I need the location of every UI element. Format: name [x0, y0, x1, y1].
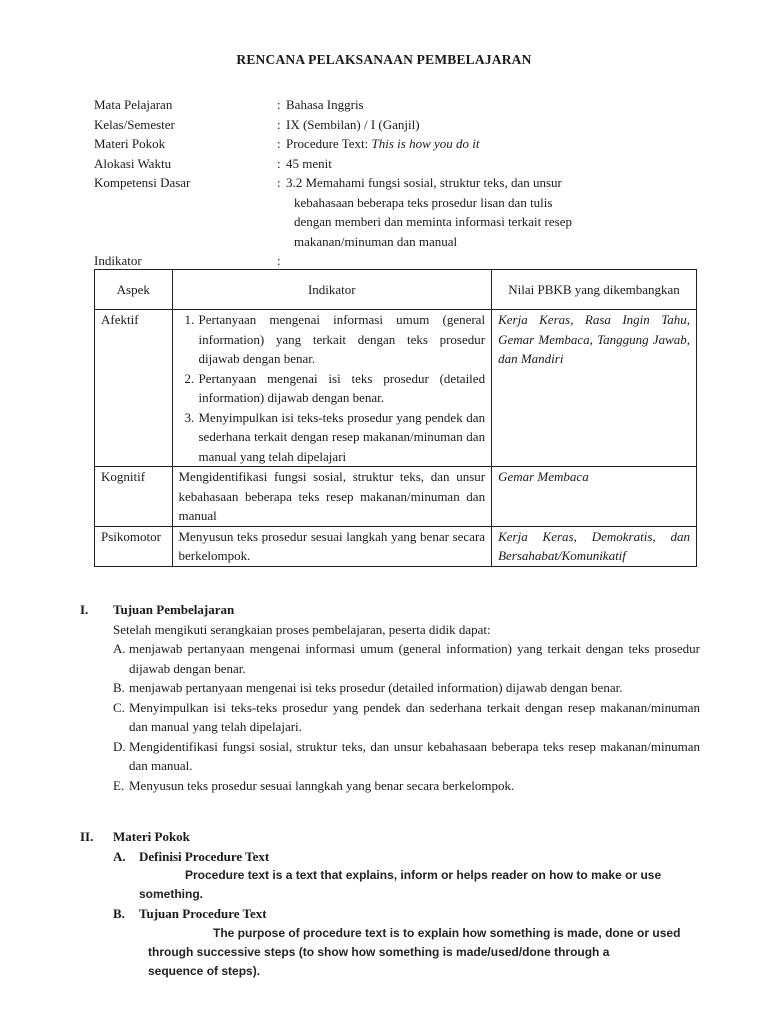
table-row — [95, 310, 697, 467]
meta-value: Bahasa Inggris — [286, 97, 364, 112]
table-row — [95, 526, 697, 566]
meta-label: Mata Pelajaran — [94, 97, 173, 112]
competency-line: 3.2 Memahami fungsi sosial, struktur teks, dan unsur — [286, 175, 562, 190]
meta-row-competency — [94, 173, 634, 251]
meta-label: Indikator — [94, 253, 142, 268]
list-letter: C. — [113, 699, 125, 715]
meta-row-subject — [94, 95, 634, 115]
subsection-letter: A. — [113, 848, 126, 864]
section-heading — [80, 827, 700, 847]
meta-row-indicator — [94, 251, 634, 271]
purpose-line: through successive steps (to show how something is made/used/done through a — [148, 944, 610, 959]
definition-line: something. — [139, 887, 204, 901]
meta-colon: : — [277, 136, 281, 151]
meta-value: 45 menit — [286, 155, 332, 171]
section-title: Materi Pokok — [113, 829, 190, 844]
aspect-cell: Afektif — [95, 310, 173, 467]
table-header-indicator: Indikator — [172, 270, 492, 310]
section-number: I. — [80, 602, 89, 617]
subsection-heading — [80, 847, 700, 867]
list-text: Menyimpulkan isi teks-teks prosedur yang pendek dan sederhana terkait dengan resep makanan/minuman dan manual yang telah dipelajari. — [129, 699, 700, 734]
meta-value — [286, 251, 634, 271]
meta-value — [286, 134, 634, 154]
meta-label: Kompetensi Dasar — [94, 175, 191, 190]
competency-line: dengan memberi dan meminta informasi terkait resep — [294, 214, 572, 229]
table-header-row — [95, 270, 697, 310]
subsection-heading — [80, 904, 700, 924]
definition-line: Procedure text is a text that explains, inform or helps reader on how to make or use — [185, 868, 662, 882]
list-item — [113, 698, 700, 737]
list-item: 2. Pertanyaan mengenai isi teks prosedur (detailed information) dijawab dengan benar. — [198, 369, 486, 408]
aspect-cell: Kognitif — [95, 467, 173, 527]
list-letter: E. — [113, 777, 125, 793]
section-learning-objectives — [80, 600, 700, 795]
subsection-title: Definisi Procedure Text — [139, 848, 270, 864]
table-header-values: Nilai PBKB yang dikembangkan — [492, 270, 697, 310]
document-title: RENCANA PELAKSANAAN PEMBELAJARAN — [236, 52, 532, 67]
list-text: menjawab pertanyaan mengenai informasi umum (general information) yang terkait dengan teks prosedur dijawab dengan benar. — [129, 641, 700, 676]
section-main-material — [80, 827, 700, 981]
list-letter: D. — [113, 738, 126, 754]
subsection-title: Tujuan Procedure Text — [139, 906, 267, 921]
indicator-cell: Menyusun teks prosedur sesuai langkah yang benar secara berkelompok. — [172, 526, 492, 566]
section-intro: Setelah mengikuti serangkaian proses pembelajaran, peserta didik dapat: — [113, 621, 491, 637]
values-cell: Kerja Keras, Demokratis, dan Bersahabat/Komunikatif — [492, 526, 697, 566]
section-title: Tujuan Pembelajaran — [113, 602, 235, 617]
list-text: menjawab pertanyaan mengenai isi teks prosedur (detailed information) dijawab dengan benar. — [129, 680, 623, 695]
list-item: 1. Pertanyaan mengenai informasi umum (general information) yang terkait dengan teks prosedur dijawab dengan benar. — [198, 310, 486, 369]
indicator-table — [94, 269, 697, 567]
list-item — [113, 678, 700, 698]
meta-label: Materi Pokok — [94, 136, 166, 151]
list-item — [113, 737, 700, 776]
list-text: Mengidentifikasi fungsi sosial, struktur teks, dan unsur kebahasaan beberapa teks resep makanan/minuman dan manual. — [129, 738, 700, 773]
purpose-line: The purpose of procedure text is to explain how something is made, done or used — [213, 925, 681, 940]
subsection-letter: B. — [113, 906, 125, 921]
purpose-line: sequence of steps). — [148, 963, 261, 978]
meta-row-time — [94, 154, 634, 174]
meta-row-class — [94, 115, 634, 135]
list-letter: B. — [113, 680, 125, 695]
list-item — [113, 776, 700, 796]
indicator-cell: Mengidentifikasi fungsi sosial, struktur teks, dan unsur kebahasaan beberapa teks resep makanan/minuman dan manual — [172, 467, 492, 527]
meta-colon: : — [277, 253, 281, 268]
meta-label: Kelas/Semester — [94, 116, 175, 132]
section-body — [80, 620, 700, 796]
aspect-cell: Psikomotor — [95, 526, 173, 566]
meta-row-topic — [94, 134, 634, 154]
table-header-aspect: Aspek — [95, 270, 173, 310]
lesson-meta — [94, 95, 634, 271]
meta-value-prefix: Procedure Text: — [286, 136, 372, 151]
list-item — [113, 639, 700, 678]
meta-label: Alokasi Waktu — [94, 155, 172, 171]
values-cell: Gemar Membaca — [492, 467, 697, 527]
list-item: 3. Menyimpulkan isi teks-teks prosedur yang pendek dan sederhana terkait dengan resep makanan/minuman dan manual yang telah dipelajari — [198, 408, 486, 467]
competency-line: kebahasaan beberapa teks prosedur lisan dan tulis — [294, 194, 553, 210]
values-cell: Kerja Keras, Rasa Ingin Tahu, Gemar Membaca, Tanggung Jawab, dan Mandiri — [492, 310, 697, 467]
meta-colon: : — [277, 97, 281, 112]
meta-value — [286, 173, 634, 251]
indicator-list — [179, 310, 486, 466]
list-letter: A. — [113, 641, 126, 656]
table-row — [95, 467, 697, 527]
meta-colon: : — [277, 175, 281, 190]
meta-value: IX (Sembilan) / I (Ganjil) — [286, 116, 420, 132]
meta-value-italic: This is how you do it — [371, 136, 480, 151]
meta-colon: : — [277, 155, 281, 171]
competency-line: makanan/minuman dan manual — [294, 233, 458, 249]
indicator-cell — [172, 310, 492, 467]
list-text: Menyusun teks prosedur sesuai lanngkah yang benar secara berkelompok. — [129, 777, 515, 793]
meta-colon: : — [277, 116, 281, 132]
section-heading — [80, 600, 700, 620]
section-number: II. — [80, 829, 94, 844]
